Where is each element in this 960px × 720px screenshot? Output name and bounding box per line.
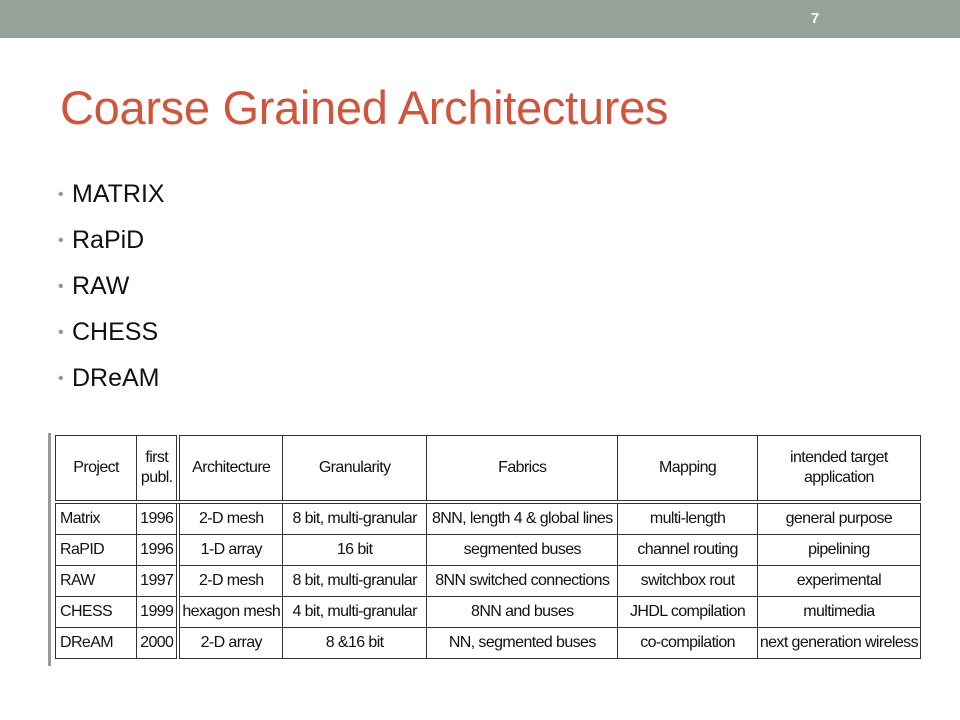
cell-architecture: hexagon mesh <box>178 597 282 628</box>
cell-project: CHESS <box>56 597 137 628</box>
bullet-item <box>58 264 165 310</box>
table-row <box>56 535 921 566</box>
bullet-item <box>58 218 165 264</box>
cell-mapping: co-compilation <box>618 628 757 659</box>
bullet-text: RAW <box>72 272 130 300</box>
bullet-item <box>58 172 165 218</box>
bullet-dot-icon: • <box>58 324 64 341</box>
cell-first-publ: 1999 <box>137 597 179 628</box>
bullet-item <box>58 356 165 402</box>
table-row <box>56 628 921 659</box>
cell-architecture: 2-D mesh <box>178 566 282 597</box>
table-header-row <box>56 436 921 503</box>
cell-target-application: multimedia <box>757 597 920 628</box>
table-row <box>56 566 921 597</box>
cell-project: RaPID <box>56 535 137 566</box>
header-fabrics: Fabrics <box>427 436 618 503</box>
slide-title: Coarse Grained Architectures <box>60 81 669 134</box>
bullet-text: CHESS <box>72 318 159 346</box>
cell-granularity: 8 &16 bit <box>283 628 427 659</box>
cell-granularity: 8 bit, multi-granular <box>283 502 427 535</box>
bullet-dot-icon: • <box>58 232 64 249</box>
cell-fabrics: 8NN and buses <box>427 597 618 628</box>
cell-target-application: general purpose <box>757 502 920 535</box>
cell-target-application: experimental <box>757 566 920 597</box>
header-first-publ: first publ. <box>137 436 179 503</box>
cell-granularity: 4 bit, multi-granular <box>283 597 427 628</box>
cell-architecture: 2-D array <box>178 628 282 659</box>
cell-architecture: 1-D array <box>178 535 282 566</box>
bullet-dot-icon: • <box>58 278 64 295</box>
header-project: Project <box>56 436 137 503</box>
cell-granularity: 16 bit <box>283 535 427 566</box>
cell-target-application: next generation wireless <box>757 628 920 659</box>
table-row <box>56 597 921 628</box>
cell-architecture: 2-D mesh <box>178 502 282 535</box>
architecture-table <box>55 435 921 659</box>
bullet-text: DReAM <box>72 364 160 392</box>
architecture-table-image <box>48 433 921 666</box>
cell-project: RAW <box>56 566 137 597</box>
bullet-dot-icon: • <box>58 186 64 203</box>
bullet-dot-icon: • <box>58 370 64 387</box>
top-bar <box>0 0 960 38</box>
cell-fabrics: 8NN switched connections <box>427 566 618 597</box>
header-architecture: Architecture <box>178 436 282 503</box>
bullet-text: MATRIX <box>72 180 165 208</box>
cell-mapping: switchbox rout <box>618 566 757 597</box>
bullet-list <box>58 172 165 402</box>
bullet-text: RaPiD <box>72 226 145 254</box>
cell-fabrics: segmented buses <box>427 535 618 566</box>
cell-first-publ: 1997 <box>137 566 179 597</box>
cell-project: Matrix <box>56 502 137 535</box>
cell-granularity: 8 bit, multi-granular <box>283 566 427 597</box>
cell-first-publ: 1996 <box>137 502 179 535</box>
bullet-item <box>58 310 165 356</box>
cell-first-publ: 2000 <box>137 628 179 659</box>
cell-first-publ: 1996 <box>137 535 179 566</box>
cell-fabrics: 8NN, length 4 & global lines <box>427 502 618 535</box>
header-granularity: Granularity <box>283 436 427 503</box>
header-mapping: Mapping <box>618 436 757 503</box>
cell-mapping: channel routing <box>618 535 757 566</box>
table-row <box>56 502 921 535</box>
cell-target-application: pipelining <box>757 535 920 566</box>
slide-number: 7 <box>810 10 820 27</box>
cell-mapping: multi-length <box>618 502 757 535</box>
cell-fabrics: NN, segmented buses <box>427 628 618 659</box>
cell-project: DReAM <box>56 628 137 659</box>
cell-mapping: JHDL compilation <box>618 597 757 628</box>
header-target-application: intended target application <box>757 436 920 503</box>
